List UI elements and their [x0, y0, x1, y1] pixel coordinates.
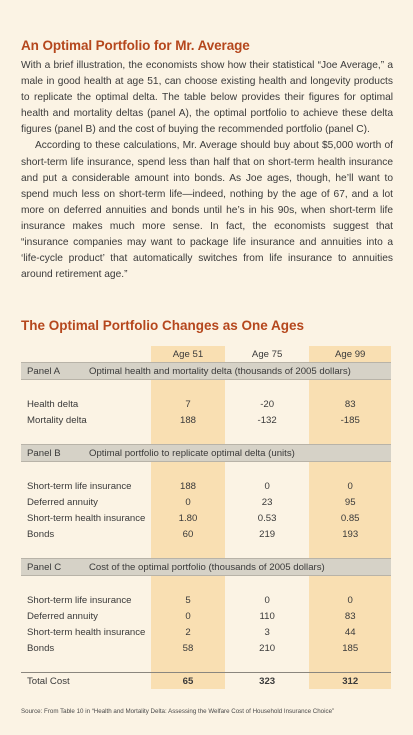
table-row	[21, 396, 391, 412]
panel-header	[21, 363, 391, 380]
panel-header	[21, 559, 391, 576]
table-cell: -132	[257, 414, 277, 426]
table-cell: 0	[151, 608, 225, 624]
panel-label: Panel B	[27, 447, 61, 459]
column-header: Age 51	[151, 346, 225, 363]
table-cell: -20	[260, 398, 275, 410]
panel-label: Panel C	[27, 561, 62, 573]
paragraph: With a brief illustration, the economists show how their statistical “Joe Average,” a male in good health at age 51, can choose existing health and longevity products to replicate the optimal delta. The table below provides their figures for optimal health and mortality deltas (panel A), the optimal portfolio to achieve these delta figures (panel B) and the cost of buying the recommended portfolio (panel C).	[21, 60, 393, 136]
table-cell: 60	[151, 526, 225, 542]
table-cell: 1.80	[151, 510, 225, 526]
table-cell: 323	[225, 673, 310, 690]
row-label: Bonds	[27, 642, 55, 654]
table-row	[21, 478, 391, 494]
panel-caption: Optimal health and mortality delta (thousands of 2005 dollars)	[89, 365, 351, 377]
table-row	[21, 494, 391, 510]
table-cell: 5	[151, 592, 225, 608]
column-header: Age 75	[251, 348, 283, 360]
paragraph: According to these calculations, Mr. Average should buy about $5,000 worth of short-term life insurance, spend less than half that on short-term health insurance and put a considerable amount into bonds. As Joe ages, though, he’ll want to spend much less on short-term life—indeed, nothing by the age of 67, and a lot more on deferred annuities and bonds until he’s in his 90s, when short-term life insurance makes much more sense. In fact, the economists suggest that “insurance companies may want to package life insurance and annuities into a ‘life-cycle product’ that automatically switches from life insurance to annuities around retirement age.”	[21, 140, 393, 281]
table-cell: 0	[309, 592, 391, 608]
row-label: Deferred annuity	[27, 610, 98, 622]
table-row	[21, 412, 391, 428]
table-cell: 58	[151, 640, 225, 656]
table-cell: 0	[151, 494, 225, 510]
table-cell: 0	[264, 594, 270, 606]
table-cell: 193	[309, 526, 391, 542]
row-label: Short-term life insurance	[27, 480, 132, 492]
table-cell: 23	[261, 496, 273, 508]
table-cell: 65	[151, 673, 225, 690]
total-row	[21, 673, 391, 690]
table-cell: 110	[259, 610, 275, 622]
table-cell: 188	[151, 412, 225, 428]
panel-caption: Cost of the optimal portfolio (thousands of 2005 dollars)	[89, 561, 325, 573]
table-cell: 210	[259, 642, 276, 654]
row-label: Total Cost	[21, 673, 151, 690]
row-label: Mortality delta	[27, 414, 87, 426]
table-cell: 3	[264, 626, 270, 638]
source-note: Source: From Table 10 in “Health and Mortality Delta: Assessing the Welfare Cost of Household Insurance Choice”	[21, 708, 335, 715]
table-row	[21, 640, 391, 656]
panel-caption: Optimal portfolio to replicate optimal delta (units)	[89, 447, 295, 459]
table-row	[21, 526, 391, 542]
row-label: Health delta	[27, 398, 79, 410]
table-cell: -185	[309, 412, 391, 428]
table-cell: 83	[309, 396, 391, 412]
row-label: Short-term life insurance	[27, 594, 132, 606]
table-cell: 185	[309, 640, 391, 656]
table-cell: 95	[309, 494, 391, 510]
table-row	[21, 592, 391, 608]
table-row	[21, 608, 391, 624]
portfolio-table	[21, 346, 391, 689]
table-title: The Optimal Portfolio Changes as One Ages	[21, 318, 305, 333]
table-cell: 2	[151, 624, 225, 640]
sidebar-title: An Optimal Portfolio for Mr. Average	[21, 38, 250, 53]
table-cell: 7	[151, 396, 225, 412]
row-label: Bonds	[27, 528, 55, 540]
table-cell: 0	[264, 480, 270, 492]
column-header: Age 99	[309, 346, 391, 363]
table-cell: 0.53	[257, 512, 277, 524]
panel-header	[21, 445, 391, 462]
table-cell: 188	[151, 478, 225, 494]
table-row	[21, 624, 391, 640]
table-cell: 44	[309, 624, 391, 640]
table-row	[21, 510, 391, 526]
table-header-row	[21, 346, 391, 363]
table-cell: 0	[309, 478, 391, 494]
table-cell: 83	[309, 608, 391, 624]
table-cell: 0.85	[309, 510, 391, 526]
panel-label: Panel A	[27, 365, 61, 377]
row-label: Short-term health insurance	[27, 626, 146, 638]
table-cell: 312	[309, 673, 391, 690]
table-cell: 219	[259, 528, 276, 540]
body-text	[21, 58, 393, 283]
row-label: Short-term health insurance	[27, 512, 146, 524]
row-label: Deferred annuity	[27, 496, 98, 508]
